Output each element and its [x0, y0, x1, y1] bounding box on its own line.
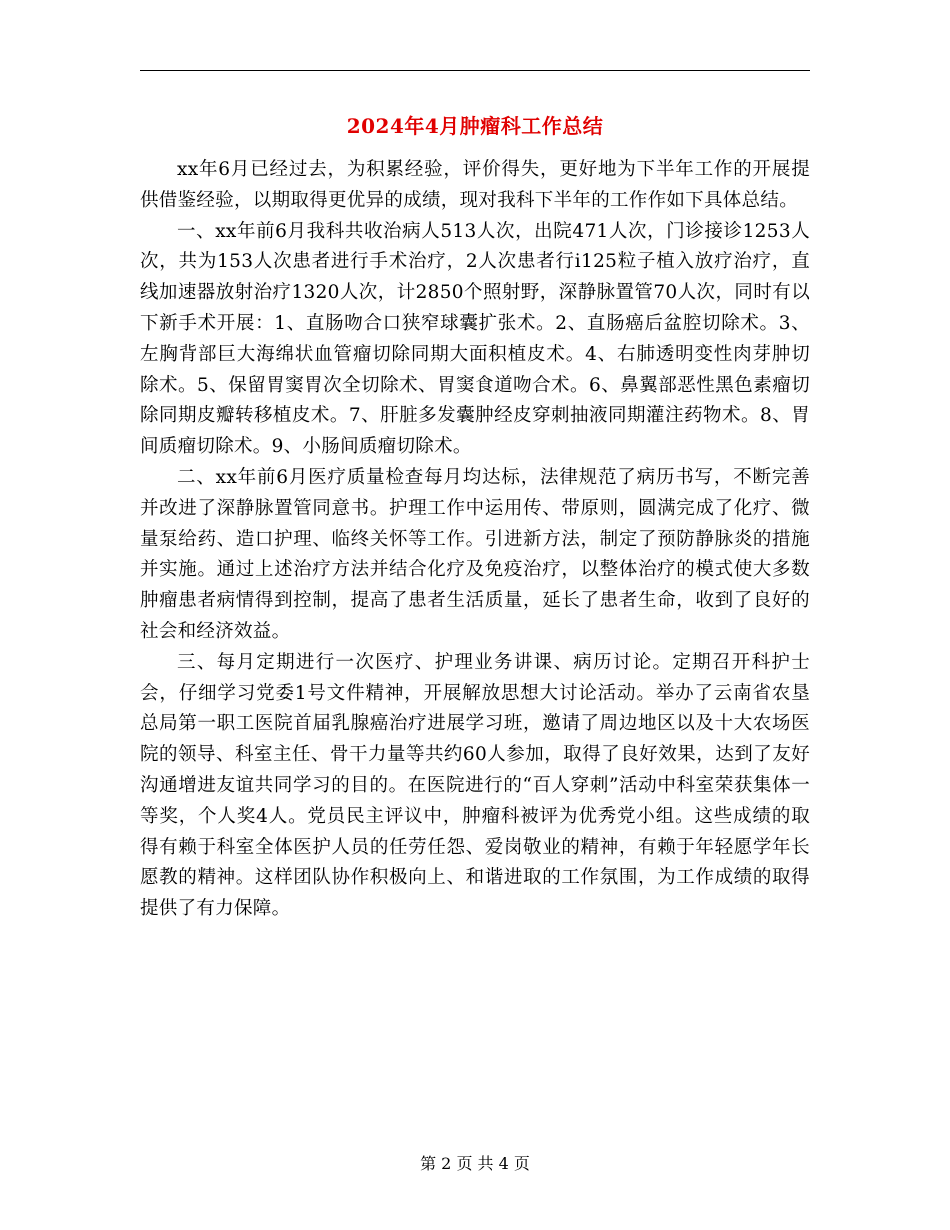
document-title: 2024年4月肿瘤科工作总结: [346, 114, 604, 138]
paragraph-section-3: 三、每月定期进行一次医疗、护理业务讲课、病历讨论。定期召开科护士会，仔细学习党委1号文件精神，开展解放思想大讨论活动。举办了云南省农垦总局第一职工医院首届乳腺癌治疗进展学习班，邀请了周边地区以及十大农场医院的领导、科室主任、骨干力量等共约60人参加，取得了良好效果，达到了友好沟通增进友谊共同学习的目的。在医院进行的“百人穿刺”活动中科室荣获集体一等奖，个人奖4人。党员民主评议中，肿瘤科被评为优秀党小组。这些成绩的取得有赖于科室全体医护人员的任劳任怨、爱岗敬业的精神，有赖于年轻愿学年长愿教的精神。这样团队协作积极向上、和谐进取的工作氛围，为工作成绩的取得提供了有力保障。: [140, 651, 810, 920]
paragraph-section-2: 二、xx年前6月医疗质量检查每月均达标，法律规范了病历书写，不断完善并改进了深静脉置管同意书。护理工作中运用传、带原则，圆满完成了化疗、微量泵给药、造口护理、临终关怀等工作。引进新方法，制定了预防静脉炎的措施并实施。通过上述治疗方法并结合化疗及免疫治疗，以整体治疗的模式使大多数肿瘤患者病情得到控制，提高了患者生活质量，延长了患者生命，收到了良好的社会和经济效益。: [140, 466, 810, 642]
document-body: [140, 155, 810, 925]
paragraph-intro: xx年6月已经过去，为积累经验，评价得失，更好地为下半年工作的开展提供借鉴经验，以期取得更优异的成绩，现对我科下半年的工作作如下具体总结。: [140, 159, 810, 211]
header-rule: [140, 70, 810, 71]
paragraph-section-1: 一、xx年前6月我科共收治病人513人次，出院471人次，门诊接诊1253人次，共为153人次患者进行手术治疗，2人次患者行i125粒子植入放疗治疗，直线加速器放射治疗1320人次，计2850个照射野，深静脉置管70人次，同时有以下新手术开展：1、直肠吻合口狭窄球囊扩张术。2、直肠癌后盆腔切除术。3、左胸背部巨大海绵状血管瘤切除同期大面积植皮术。4、右肺透明变性肉芽肿切除术。5、保留胃窦胃次全切除术、胃窦食道吻合术。6、鼻翼部恶性黑色素瘤切除同期皮瓣转移植皮术。7、肝脏多发囊肿经皮穿刺抽液同期灌注药物术。8、胃间质瘤切除术。9、小肠间质瘤切除术。: [140, 220, 810, 458]
page-footer: [0, 1152, 950, 1176]
page-number-label: 第 2 页 共 4 页: [420, 1154, 530, 1173]
